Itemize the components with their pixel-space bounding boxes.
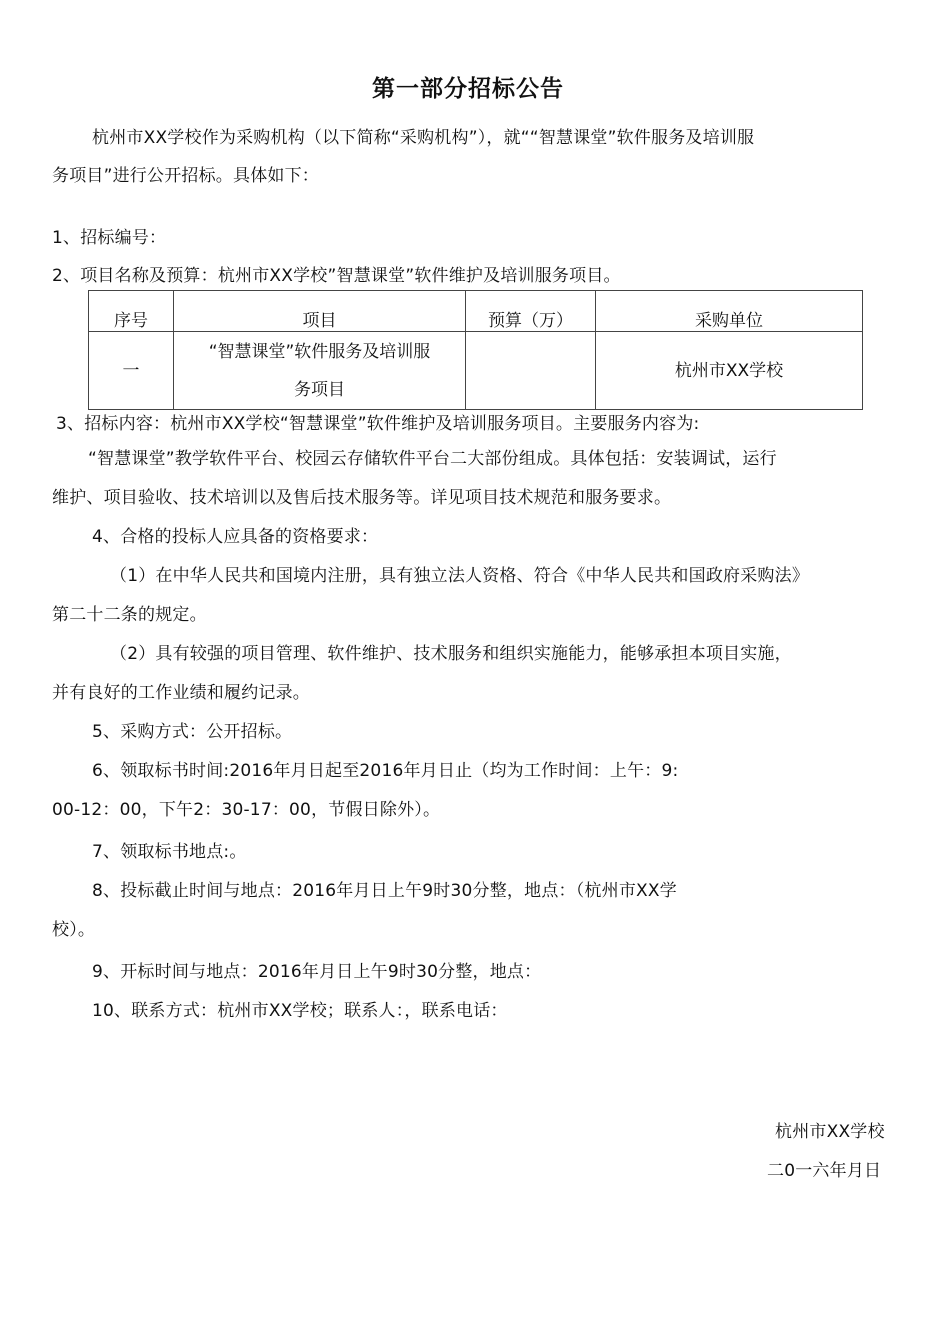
budget-table <box>88 290 863 410</box>
section-3-content-line2: “智慧课堂”教学软件平台、校园云存储软件平台二大部份组成。具体包括：安装调试，运行 <box>88 449 777 469</box>
cell-project-line1: “智慧课堂”软件服务及培训服 <box>208 341 431 362</box>
section-6-document-pickup-time-line1: 6、领取标书时间:2016年月日起至2016年月日止（均为工作时间：上午：9: <box>92 761 679 781</box>
section-8-bid-deadline-line2: 校）。 <box>52 920 96 940</box>
section-3-content-line3: 维护、项目验收、技术培训以及售后技术服务等。详见项目技术规范和服务要求。 <box>52 488 672 508</box>
header-purchasing-unit: 采购单位 <box>596 291 863 332</box>
cell-purchasing-unit: 杭州市XX学校 <box>596 332 863 410</box>
header-project: 项目 <box>174 291 466 332</box>
signature-date: 二0一六年月日 <box>767 1161 882 1181</box>
budget-table-header-row <box>89 291 863 332</box>
intro-paragraph-line2: 务项目”进行公开招标。具体如下： <box>52 166 320 186</box>
section-1-tender-number: 1、招标编号： <box>52 228 167 248</box>
header-seq: 序号 <box>89 291 174 332</box>
qualification-1-line2: 第二十二条的规定。 <box>52 605 207 625</box>
section-5-procurement-method: 5、采购方式：公开招标。 <box>92 722 293 742</box>
cell-project <box>174 332 466 410</box>
document-title: 第一部分招标公告 <box>372 76 564 102</box>
table-row <box>89 332 863 410</box>
cell-budget <box>466 332 596 410</box>
cell-seq: 一 <box>89 332 174 410</box>
qualification-2-line1: （2）具有较强的项目管理、软件维护、技术服务和组织实施能力，能够承担本项目实施， <box>110 644 792 664</box>
section-10-contact: 10、联系方式：杭州市XX学校；联系人：，联系电话： <box>92 1001 508 1021</box>
section-6-document-pickup-time-line2: 00-12：00，下午2：30-17：00，节假日除外）。 <box>52 800 441 820</box>
section-9-bid-opening: 9、开标时间与地点：2016年月日上午9时30分整，地点： <box>92 962 542 982</box>
intro-paragraph-line1: 杭州市XX学校作为采购机构（以下简称“采购机构”），就““智慧课堂”软件服务及培训服 <box>92 128 755 148</box>
cell-project-line2: 务项目 <box>294 379 345 400</box>
qualification-2-line2: 并有良好的工作业绩和履约记录。 <box>52 683 310 703</box>
header-budget: 预算（万） <box>466 291 596 332</box>
section-2-project-name-budget: 2、项目名称及预算：杭州市XX学校”智慧课堂”软件维护及培训服务项目。 <box>52 266 621 286</box>
section-3-tender-content: 3、招标内容：杭州市XX学校“智慧课堂”软件维护及培训服务项目。主要服务内容为: <box>56 414 700 434</box>
section-8-bid-deadline-line1: 8、投标截止时间与地点：2016年月日上午9时30分整，地点：（杭州市XX学 <box>92 881 677 901</box>
section-7-document-pickup-location: 7、领取标书地点:。 <box>92 842 247 862</box>
signature-organization: 杭州市XX学校 <box>775 1122 885 1142</box>
section-4-qualifications: 4、合格的投标人应具备的资格要求： <box>92 527 379 547</box>
qualification-1-line1: （1）在中华人民共和国境内注册，具有独立法人资格、符合《中华人民共和国政府采购法》 <box>110 566 810 586</box>
